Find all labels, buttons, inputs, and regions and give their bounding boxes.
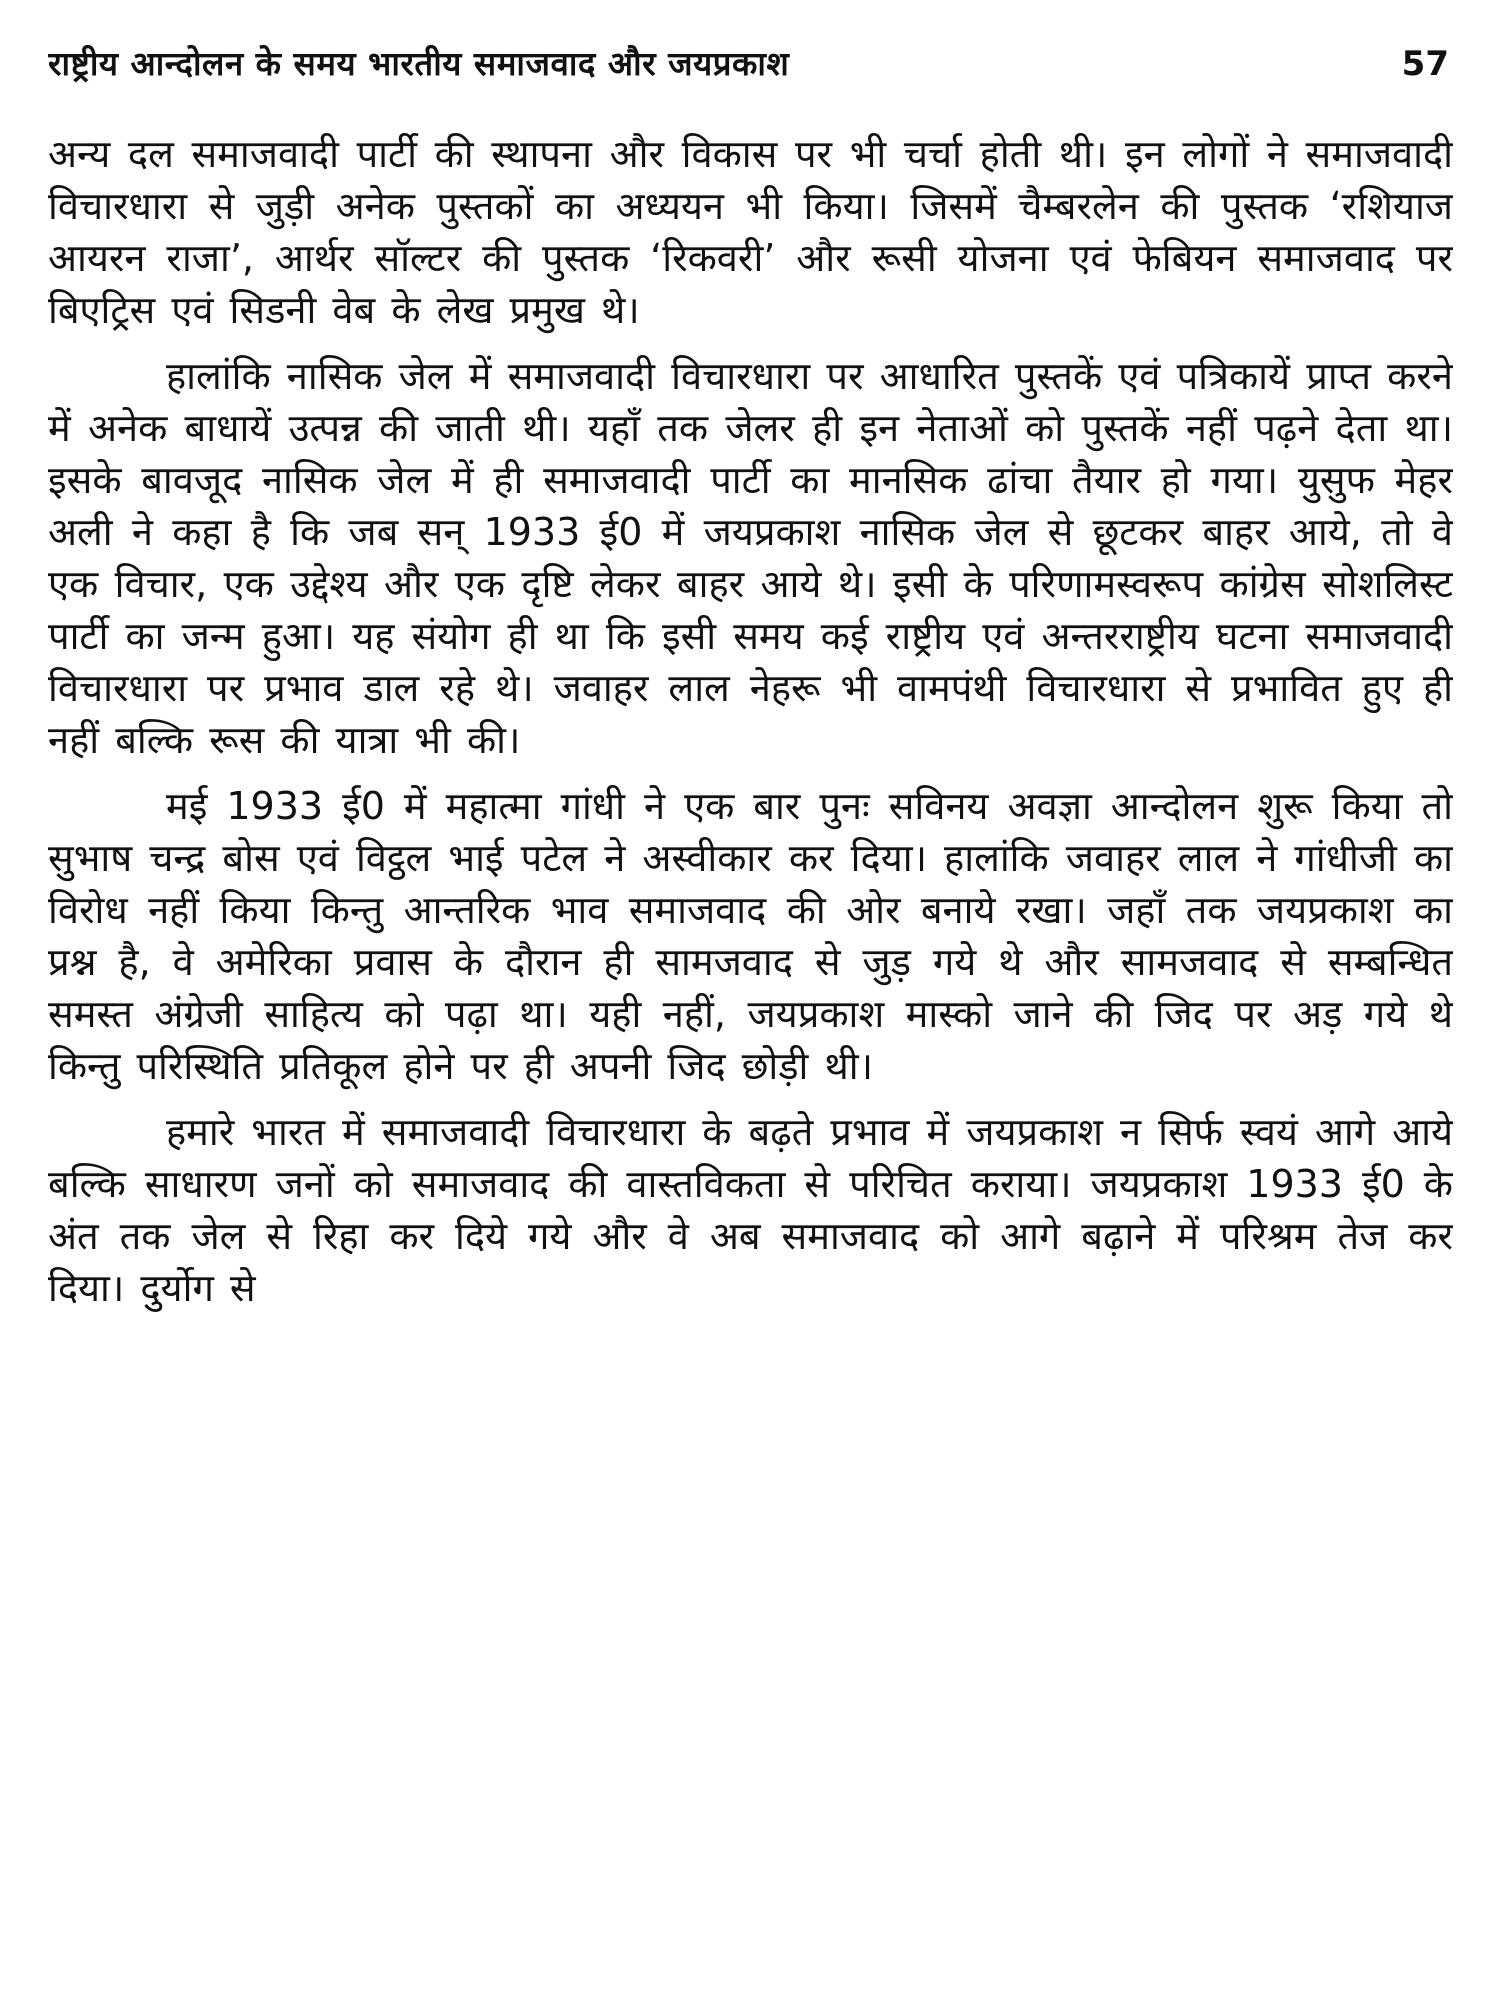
running-header (48, 40, 1453, 100)
paragraph-3: मई 1933 ई0 में महात्मा गांधी ने एक बार पुनः सविनय अवज्ञा आन्दोलन शुरू किया तो सुभाष चन्द्र बोस एवं विट्ठल भाई पटेल ने अस्वीकार कर दिया। हालांकि जवाहर लाल ने गांधीजी का विरोध नहीं किया किन्तु आन्तरिक भाव समाजवाद की ओर बनाये रखा। जहाँ तक जयप्रकाश का प्रश्न है, वे अमेरिका प्रवास के दौरान ही सामजवाद से जुड़ गये थे और सामजवाद से सम्बन्धित समस्त अंग्रेजी साहित्य को पढ़ा था। यही नहीं, जयप्रकाश मास्को जाने की जिद पर अड़ गये थे किन्तु परिस्थिति प्रतिकूल होने पर ही अपनी जिद छोड़ी थी। (48, 784, 1453, 1088)
page-number: 57 (1401, 44, 1449, 84)
body-text (48, 128, 1453, 1314)
paragraph-4: हमारे भारत में समाजवादी विचारधारा के बढ़ते प्रभाव में जयप्रकाश न सिर्फ स्वयं आगे आये बल्कि साधारण जनों को समाजवाद की वास्तविकता से परिचित कराया। जयप्रकाश 1933 ई0 के अंत तक जेल से रिहा कर दिये गये और वे अब समाजवाद को आगे बढ़ाने में परिश्रम तेज कर दिया। दुर्योग से (48, 1110, 1453, 1310)
page-title: राष्ट्रीय आन्दोलन के समय भारतीय समाजवाद और जयप्रकाश (48, 44, 790, 83)
paragraph-2: हालांकि नासिक जेल में समाजवादी विचारधारा पर आधारित पुस्तकें एवं पत्रिकायें प्राप्त करने में अनेक बाधायें उत्पन्न की जाती थी। यहाँ तक जेलर ही इन नेताओं को पुस्तकें नहीं पढ़ने देता था। इसके बावजूद नासिक जेल में ही समाजवादी पार्टी का मानसिक ढांचा तैयार हो गया। युसुफ मेहर अली ने कहा है कि जब सन् 1933 ई0 में जयप्रकाश नासिक जेल से छूटकर बाहर आये, तो वे एक विचार, एक उद्देश्य और एक दृष्टि लेकर बाहर आये थे। इसी के परिणामस्वरूप कांग्रेस सोशलिस्ट पार्टी का जन्म हुआ। यह संयोग ही था कि इसी समय कई राष्ट्रीय एवं अन्तरराष्ट्रीय घटना समाजवादी विचारधारा पर प्रभाव डाल रहे थे। जवाहर लाल नेहरू भी वामपंथी विचारधारा से प्रभावित हुए ही नहीं बल्कि रूस की यात्रा भी की। (48, 354, 1453, 762)
document-page (48, 40, 1453, 1980)
paragraph-1: अन्य दल समाजवादी पार्टी की स्थापना और विकास पर भी चर्चा होती थी। इन लोगों ने समाजवादी विचारधारा से जुड़ी अनेक पुस्तकों का अध्ययन भी किया। जिसमें चैम्बरलेन की पुस्तक ‘रशियाज आयरन राजा’, आर्थर सॉल्टर की पुस्तक ‘रिकवरी’ और रूसी योजना एवं फेबियन समाजवाद पर बिएट्रिस एवं सिडनी वेब के लेख प्रमुख थे। (48, 132, 1453, 332)
